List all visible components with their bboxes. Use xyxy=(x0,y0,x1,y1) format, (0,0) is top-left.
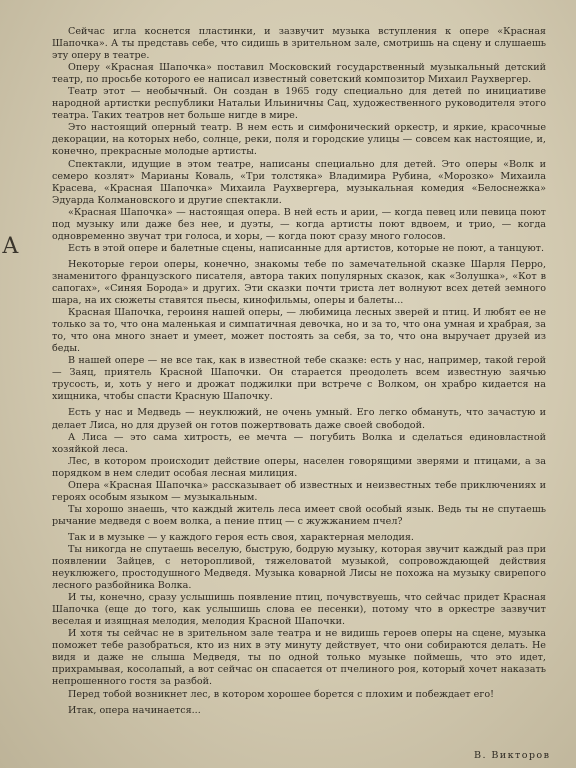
paragraph: И ты, конечно, сразу услышишь появление птиц, почувствуешь, что сейчас придет Красная Шапочка (еще до того, как услышишь слова ее песенки), потому что в оркестре зазвучит веселая и изящная мелодия, мелодия Красной Шапочки. xyxy=(52,592,546,628)
author-signature: В. Викторов xyxy=(474,750,551,761)
paragraph: Ты хорошо знаешь, что каждый житель леса имеет свой особый язык. Ведь ты не спутаешь рычание медведя с воем волка, а пение птиц — с жужжанием пчел? xyxy=(52,503,546,527)
paragraph: В нашей опере — не все так, как в известной тебе сказке: есть у нас, например, такой герой — Заяц, приятель Красной Шапочки. Он старается преодолеть всем известную заячью трусость, и, хоть у него и дрожат поджилки при встрече с Волком, он храбро кидается на хищника, чтобы спасти Красную Шапочку. xyxy=(52,355,546,403)
paragraph: Ты никогда не спутаешь веселую, быструю, бодрую музыку, которая звучит каждый раз при появлении Зайцев, с неторопливой, тяжеловатой музыкой, сопровождающей действия неуклюжего, простодушного Медведя. Музыка коварной Лисы не похожа на музыку свирепого лесного разбойника Волка. xyxy=(52,543,546,592)
paragraph: Итак, опера начинается... xyxy=(68,704,201,716)
cut-off-title-letter: А xyxy=(2,234,19,259)
paragraph: А Лиса — это сама хитрость, ее мечта — погубить Волка и сделаться единовластной хозяйкой леса. xyxy=(52,431,546,455)
liner-notes-text xyxy=(52,26,546,717)
paragraph: Опера «Красная Шапочка» рассказывает об известных и неизвестных тебе приключениях и героях особым языком — музыкальным. xyxy=(52,479,546,503)
paragraph: «Красная Шапочка» — настоящая опера. В ней есть и арии, — когда певец или певица поют под музыку или даже без нее, и дуэты, — когда артисты поют вдвоем, и трио, — когда одновременно звучат три голоса, и хоры, — когда поют сразу много голосов. xyxy=(52,206,546,242)
paragraph: Театр этот — необычный. Он создан в 1965 году специально для детей по инициативе народной артистки республики Натальи Ильиничны Сац, художественного руководителя этого театра. Таких театров нет больше нигде в мире. xyxy=(52,86,546,122)
paragraph: Лес, в котором происходит действие оперы, населен говорящими зверями и птицами, а за порядком в нем следит особая лесная милиция. xyxy=(52,455,546,479)
paragraph: Спектакли, идущие в этом театре, написаны специально для детей. Это оперы «Волк и семеро козлят» Марианы Коваль, «Три толстяка» Владимира Рубина, «Морозко» Михаила Красева, «Красная Шапочка» Михаила Раухвергера, музыкальная комедия «Белоснежка» Эдуарда Колмановского и другие спектакли. xyxy=(52,158,546,206)
paragraph: Красная Шапочка, героиня нашей оперы, — любимица лесных зверей и птиц. И любят ее не только за то, что она маленькая и симпатичная девочка, но и за то, что она умная и храбрая, за то, что она много знает и умеет, может постоять за себя, за то, что она выручает друзей из беды. xyxy=(52,307,546,355)
paragraph: Есть в этой опере и балетные сцены, написанные для артистов, которые не поют, а танцуют. xyxy=(68,242,545,254)
paragraph: Так и в музыке — у каждого героя есть своя, характерная мелодия. xyxy=(68,531,414,543)
paragraph: Это настоящий оперный театр. В нем есть и симфонический оркестр, и яркие, красочные декорации, на которых небо, солнце, реки, поля и городские улицы — совсем как настоящие, и, конечно, прекрасные молодые артисты. xyxy=(52,122,546,158)
paragraph: И хотя ты сейчас не в зрительном зале театра и не видишь героев оперы на сцене, музыка поможет тебе разобраться, кто из них в эту минуту действует, что они собираются делать. Не видя и даже не слыша Медведя, ты по одной только музыке поймешь, что это идет, прихрамывая, косолапый, а вот сейчас он спасается от пчелиного роя, который хочет наказать непрошенного гостя за разбой. xyxy=(52,628,546,688)
paragraph: Некоторые герои оперы, конечно, знакомы тебе по замечательной сказке Шарля Перро, знаменитого французского писателя, автора таких популярных сказок, как «Золушка», «Кот в сапогах», «Синяя Борода» и других. Эти сказки почти триста лет волнуют всех детей земного шара, на их сюжеты ставятся пьесы, кинофильмы, оперы и балеты... xyxy=(52,258,546,307)
paragraph: Перед тобой возникнет лес, в котором хорошее борется с плохим и побеждает его! xyxy=(68,688,494,700)
paragraph: Есть у нас и Медведь — неуклюжий, не очень умный. Его легко обмануть, что зачастую и делает Лиса, но для друзей он готов пожертвовать даже своей свободой. xyxy=(52,407,546,431)
paragraph: Оперу «Красная Шапочка» поставил Московский государственный музыкальный детский театр, по просьбе которого ее написал известный советский композитор Михаил Раухвергер. xyxy=(52,62,546,86)
paragraph: Сейчас игла коснется пластинки, и зазвучит музыка вступления к опере «Красная Шапочка». А ты представь себе, что сидишь в зрительном зале, смотришь на сцену и слушаешь эту оперу в театре. xyxy=(52,26,546,62)
